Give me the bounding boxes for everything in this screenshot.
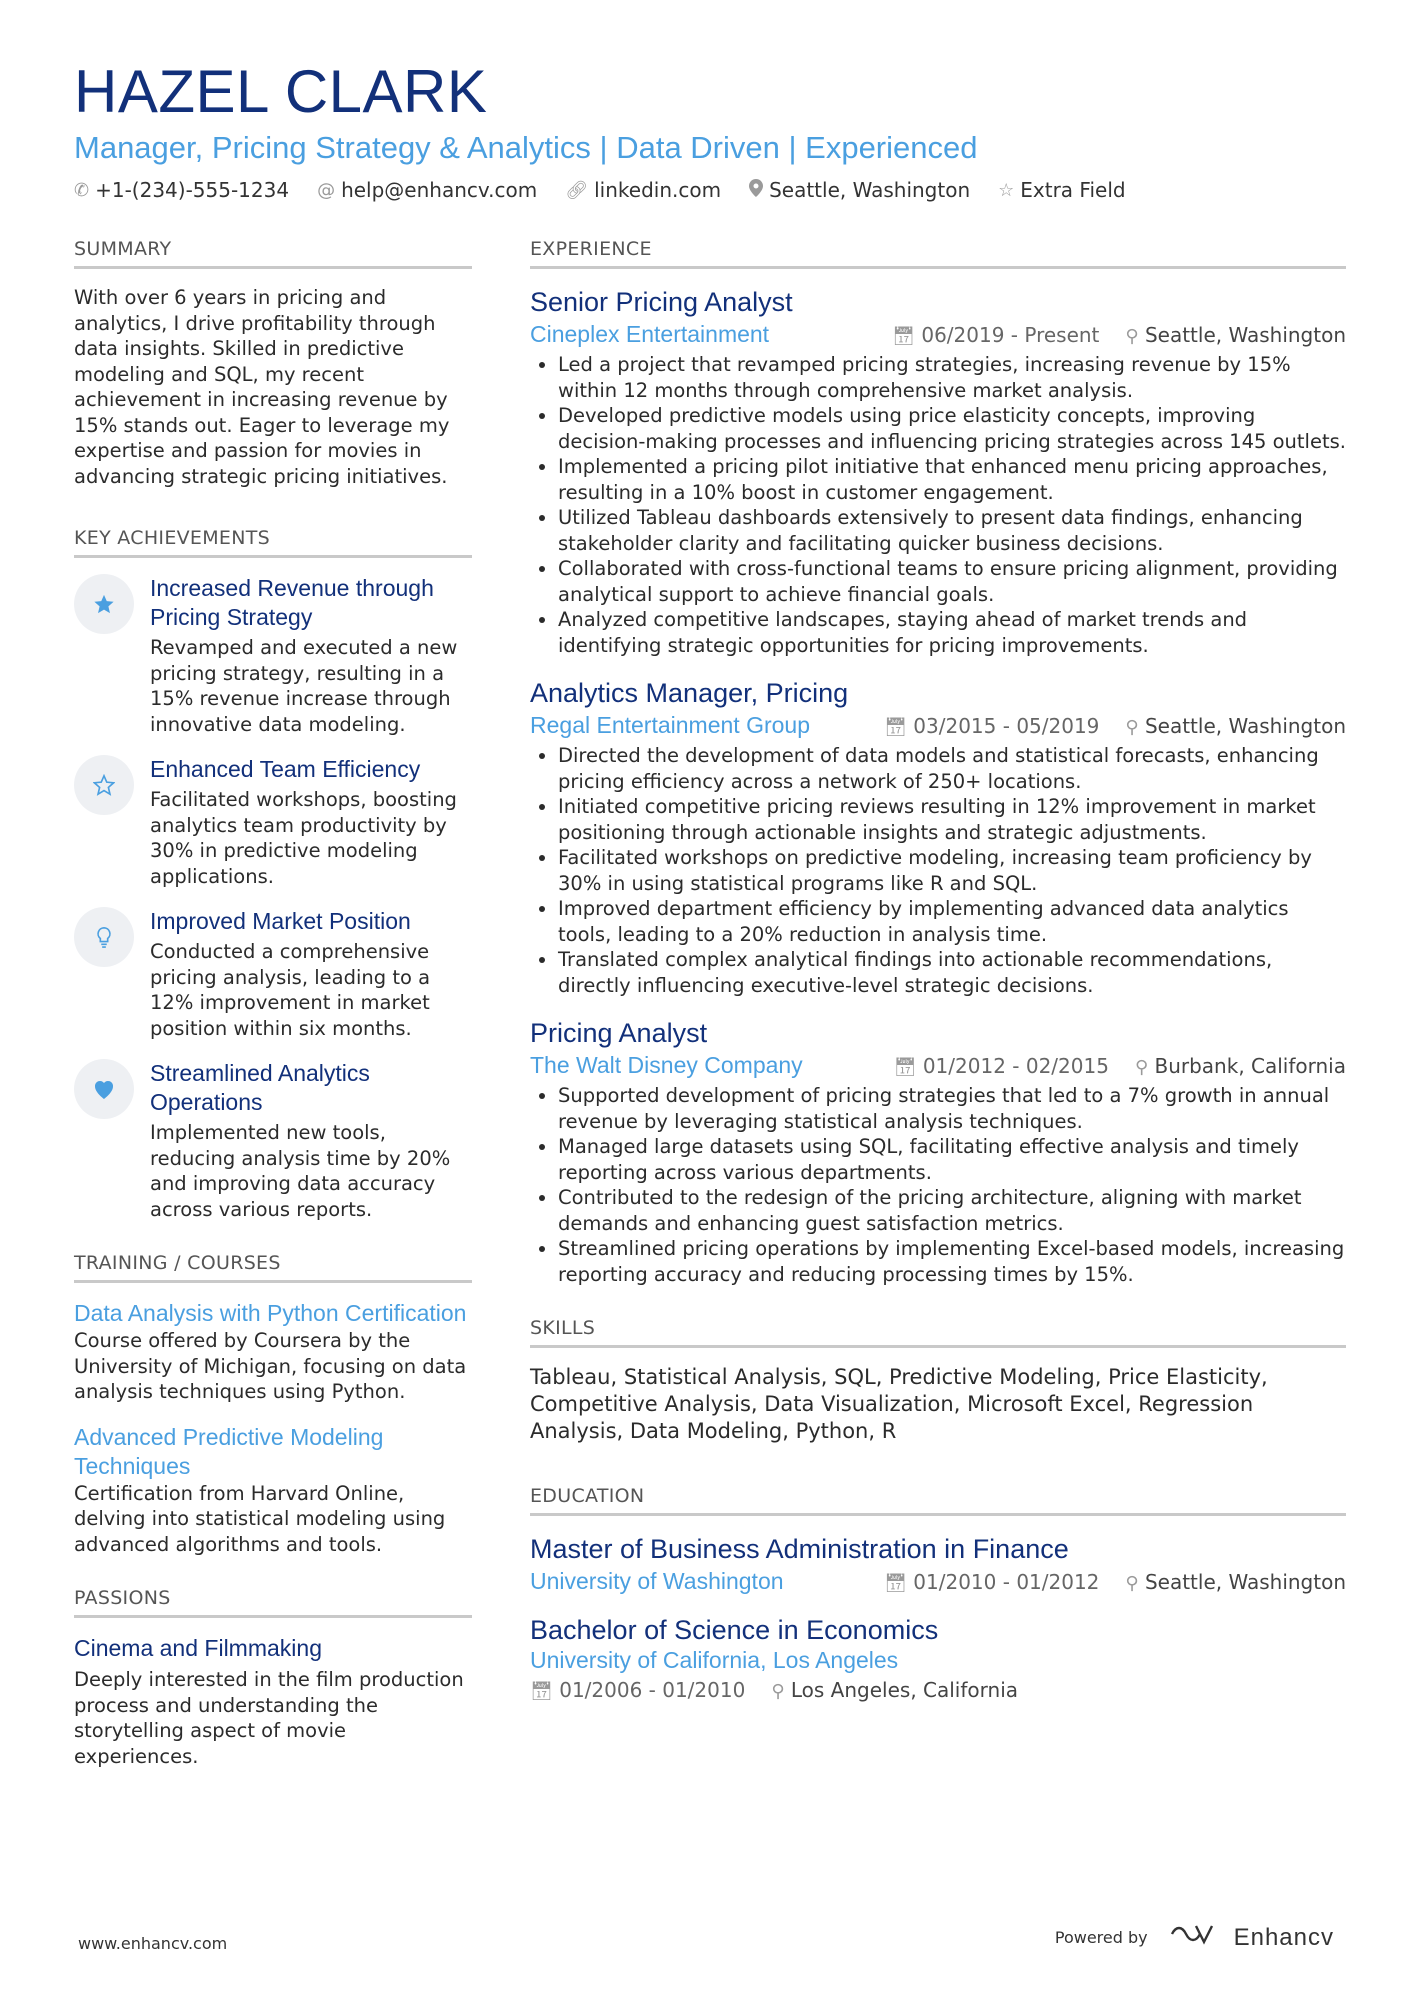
contact-location xyxy=(749,178,970,202)
bullet-item: • Directed the development of data models and statistical forecasts, enhancing pricing efficiency across a network of 250+ locations. xyxy=(558,743,1346,794)
job-entry xyxy=(530,285,1346,658)
training-title: TRAINING / COURSES xyxy=(74,1252,472,1283)
education-meta xyxy=(884,1570,1346,1594)
training-section xyxy=(74,1252,472,1557)
job-meta xyxy=(892,323,1346,347)
job-location-text: Seattle, Washington xyxy=(1144,713,1346,738)
education-meta xyxy=(530,1678,1346,1702)
course-item xyxy=(74,1299,472,1405)
location-pin-icon: ⚲ xyxy=(771,1681,785,1702)
company-name: Regal Entertainment Group xyxy=(530,712,810,738)
candidate-name: HAZEL CLARK xyxy=(74,58,488,125)
calendar-icon: 📅︎ xyxy=(893,1056,917,1078)
contact-phone[interactable] xyxy=(74,178,289,202)
resume-header xyxy=(74,58,1344,202)
achievement-desc: Facilitated workshops, boosting analytics team productivity by 30% in predictive modeling applications. xyxy=(150,788,457,888)
education-dates-text: 01/2010 - 01/2012 xyxy=(913,1569,1100,1594)
education-location-text: Los Angeles, California xyxy=(790,1678,1019,1702)
job-dates xyxy=(884,714,1099,738)
school-name: University of California, Los Angeles xyxy=(530,1647,899,1673)
job-title: Analytics Manager, Pricing xyxy=(530,678,849,708)
calendar-icon: 📅︎ xyxy=(530,1681,553,1702)
star-outline-icon xyxy=(74,755,134,815)
school-name: University of Washington xyxy=(530,1568,784,1594)
location-text: Seattle, Washington xyxy=(769,178,971,202)
job-meta xyxy=(894,1054,1346,1078)
education-entry xyxy=(530,1613,1346,1702)
summary-section xyxy=(74,238,472,489)
education-title: EDUCATION xyxy=(530,1485,1346,1516)
experience-section xyxy=(530,238,1346,1287)
education-location xyxy=(1125,1570,1346,1594)
achievements-section xyxy=(74,527,472,1222)
powered-by-text: Powered by xyxy=(1054,1928,1148,1947)
bullet-item: • Implemented a pricing pilot initiative that enhanced menu pricing approaches, resulting in a 10% boost in customer engagement. xyxy=(558,454,1346,505)
education-dates xyxy=(884,1570,1099,1594)
education-entry xyxy=(530,1532,1346,1595)
education-meta-row xyxy=(530,1568,1346,1595)
achievement-title: Streamlined Analytics Operations xyxy=(150,1060,370,1115)
course-title: Data Analysis with Python Certification xyxy=(74,1300,467,1326)
job-meta-row xyxy=(530,712,1346,739)
experience-title: EXPERIENCE xyxy=(530,238,1346,269)
job-bullets xyxy=(530,743,1346,998)
bullet-item: • Managed large datasets using SQL, facilitating effective analysis and timely reporting across various departments. xyxy=(558,1134,1346,1185)
bullet-item: • Improved department efficiency by implementing advanced data analytics tools, leading to a 20% reduction in analysis time. xyxy=(558,896,1346,947)
lightbulb-icon xyxy=(74,907,134,967)
job-dates-text: 01/2012 - 02/2015 xyxy=(922,1053,1109,1078)
contact-extra xyxy=(998,178,1125,202)
job-dates-text: 06/2019 - Present xyxy=(921,322,1100,347)
passion-title: Cinema and Filmmaking xyxy=(74,1635,322,1661)
education-dates xyxy=(530,1678,745,1702)
at-icon: @ xyxy=(317,179,336,201)
company-name: Cineplex Entertainment xyxy=(530,321,770,347)
skills-text: Tableau, Statistical Analysis, SQL, Predictive Modeling, Price Elasticity, Competitive Analysis, Data Visualization, Microsoft Excel, Regression Analysis, Data Modeling, Python, R xyxy=(530,1365,1268,1443)
bullet-item: • Translated complex analytical findings into actionable recommendations, directly influencing executive-level strategic decisions. xyxy=(558,947,1346,998)
summary-title: SUMMARY xyxy=(74,238,472,269)
location-pin-icon: ⚲ xyxy=(1125,1572,1139,1594)
degree-title: Bachelor of Science in Economics xyxy=(530,1615,939,1645)
brand-name: Enhancv xyxy=(1233,1923,1334,1951)
location-pin-icon: ⚲ xyxy=(1134,1056,1149,1078)
job-dates xyxy=(892,323,1099,347)
job-meta-row xyxy=(530,321,1346,348)
job-title: Senior Pricing Analyst xyxy=(530,287,793,317)
heart-icon xyxy=(74,1059,134,1119)
phone-icon: ✆ xyxy=(74,179,90,201)
bullet-item: • Collaborated with cross-functional teams to ensure pricing alignment, providing analytical support to achieve financial goals. xyxy=(558,556,1346,607)
passions-section xyxy=(74,1587,472,1769)
calendar-icon: 📅︎ xyxy=(892,325,915,347)
achievements-title: KEY ACHIEVEMENTS xyxy=(74,527,472,558)
location-pin-icon xyxy=(749,179,763,202)
course-desc: Certification from Harvard Online, delving into statistical modeling using advanced algorithms and tools. xyxy=(74,1481,446,1556)
headline: Manager, Pricing Strategy & Analytics | Data Driven | Experienced xyxy=(74,130,978,165)
summary-text: With over 6 years in pricing and analytics, I drive profitability through data insights. Skilled in predictive modeling and SQL, my recent achievement in increasing revenue by 15% stands out. Eager to leverage my expertise and passion for movies in advancing strategic pricing initiatives. xyxy=(74,286,450,488)
job-location xyxy=(1125,323,1346,347)
job-meta xyxy=(884,714,1346,738)
course-item xyxy=(74,1423,472,1558)
education-section xyxy=(530,1485,1346,1702)
bullet-item: • Utilized Tableau dashboards extensively to present data findings, enhancing stakeholder clarity and facilitating quicker business decisions. xyxy=(558,505,1346,556)
job-location xyxy=(1135,1054,1346,1078)
bullet-item: • Facilitated workshops on predictive modeling, increasing team proficiency by 30% in using statistical programs like R and SQL. xyxy=(558,845,1346,896)
linkedin-text: linkedin.com xyxy=(594,178,722,202)
job-location-text: Burbank, California xyxy=(1154,1053,1346,1078)
education-location-text: Seattle, Washington xyxy=(1144,1569,1346,1594)
course-desc: Course offered by Coursera by the University of Michigan, focusing on data analysis techniques using Python. xyxy=(74,1329,467,1403)
education-dates-text: 01/2006 - 01/2010 xyxy=(559,1678,746,1702)
company-name: The Walt Disney Company xyxy=(530,1052,803,1078)
passions-title: PASSIONS xyxy=(74,1587,472,1618)
achievement-desc: Conducted a comprehensive pricing analysis, leading to a 12% improvement in market position within six months. xyxy=(150,940,431,1040)
skills-title: SKILLS xyxy=(530,1317,1346,1348)
star-filled-icon xyxy=(74,574,134,634)
job-meta-row xyxy=(530,1052,1346,1079)
degree-title: Master of Business Administration in Finance xyxy=(530,1534,1069,1564)
bullet-item: • Analyzed competitive landscapes, staying ahead of market trends and identifying strategic opportunities for pricing improvements. xyxy=(558,607,1346,658)
calendar-icon: 📅︎ xyxy=(884,716,907,738)
bullet-item: • Supported development of pricing strategies that led to a 7% growth in annual revenue by leveraging statistical analysis techniques. xyxy=(558,1083,1346,1134)
achievement-title: Improved Market Position xyxy=(150,908,411,934)
passion-desc: Deeply interested in the film production process and understanding the storytelling aspect of movie experiences. xyxy=(74,1668,464,1768)
achievement-title: Enhanced Team Efficiency xyxy=(150,756,421,782)
left-column xyxy=(74,238,472,1769)
job-entry xyxy=(530,1016,1346,1287)
bullet-item: • Developed predictive models using price elasticity concepts, improving decision-making processes and influencing pricing strategies across 145 outlets. xyxy=(558,403,1346,454)
job-dates-text: 03/2015 - 05/2019 xyxy=(913,713,1100,738)
achievement-title: Increased Revenue through Pricing Strategy xyxy=(150,575,434,630)
achievement-item xyxy=(74,1059,472,1222)
bullet-item: • Contributed to the redesign of the pricing architecture, aligning with market demands and enhancing guest satisfaction metrics. xyxy=(558,1185,1346,1236)
course-title: Advanced Predictive Modeling Techniques xyxy=(74,1423,384,1479)
achievement-item xyxy=(74,755,472,889)
right-column xyxy=(530,238,1346,1720)
job-location xyxy=(1125,714,1346,738)
footer-branding[interactable] xyxy=(1055,1922,1334,1953)
calendar-icon: 📅︎ xyxy=(884,1572,907,1594)
achievement-item xyxy=(74,574,472,737)
star-outline-icon: ☆ xyxy=(998,179,1015,201)
email-text: help@enhancv.com xyxy=(341,178,538,202)
contact-linkedin[interactable] xyxy=(565,178,721,202)
bullet-item: • Initiated competitive pricing reviews resulting in 12% improvement in market positioning through actionable insights and strategic adjustments. xyxy=(558,794,1346,845)
achievement-item xyxy=(74,907,472,1041)
job-location-text: Seattle, Washington xyxy=(1144,322,1346,347)
job-entry xyxy=(530,676,1346,998)
job-title: Pricing Analyst xyxy=(530,1018,708,1048)
achievement-desc: Implemented new tools, reducing analysis time by 20% and improving data accuracy across various reports. xyxy=(150,1121,451,1221)
contact-email[interactable] xyxy=(317,178,537,202)
footer-website[interactable]: www.enhancv.com xyxy=(78,1934,228,1953)
achievement-desc: Revamped and executed a new pricing strategy, resulting in a 15% revenue increase through innovative data modeling. xyxy=(150,636,458,736)
link-icon: 🔗︎ xyxy=(565,179,589,201)
extra-text: Extra Field xyxy=(1020,178,1126,202)
job-bullets xyxy=(530,352,1346,658)
contact-bar xyxy=(74,178,1344,202)
job-dates xyxy=(894,1054,1109,1078)
location-pin-icon: ⚲ xyxy=(1125,325,1139,347)
location-pin-icon: ⚲ xyxy=(1125,716,1139,738)
bullet-item: • Led a project that revamped pricing strategies, increasing revenue by 15% within 12 months through comprehensive market analysis. xyxy=(558,352,1346,403)
job-bullets xyxy=(530,1083,1346,1287)
education-location xyxy=(771,1678,1018,1702)
skills-section xyxy=(530,1317,1346,1445)
enhancv-logo-icon xyxy=(1168,1922,1214,1953)
phone-text: +1-(234)-555-1234 xyxy=(95,178,290,202)
bullet-item: • Streamlined pricing operations by implementing Excel-based models, increasing reporting accuracy and reducing processing times by 15%. xyxy=(558,1236,1346,1287)
